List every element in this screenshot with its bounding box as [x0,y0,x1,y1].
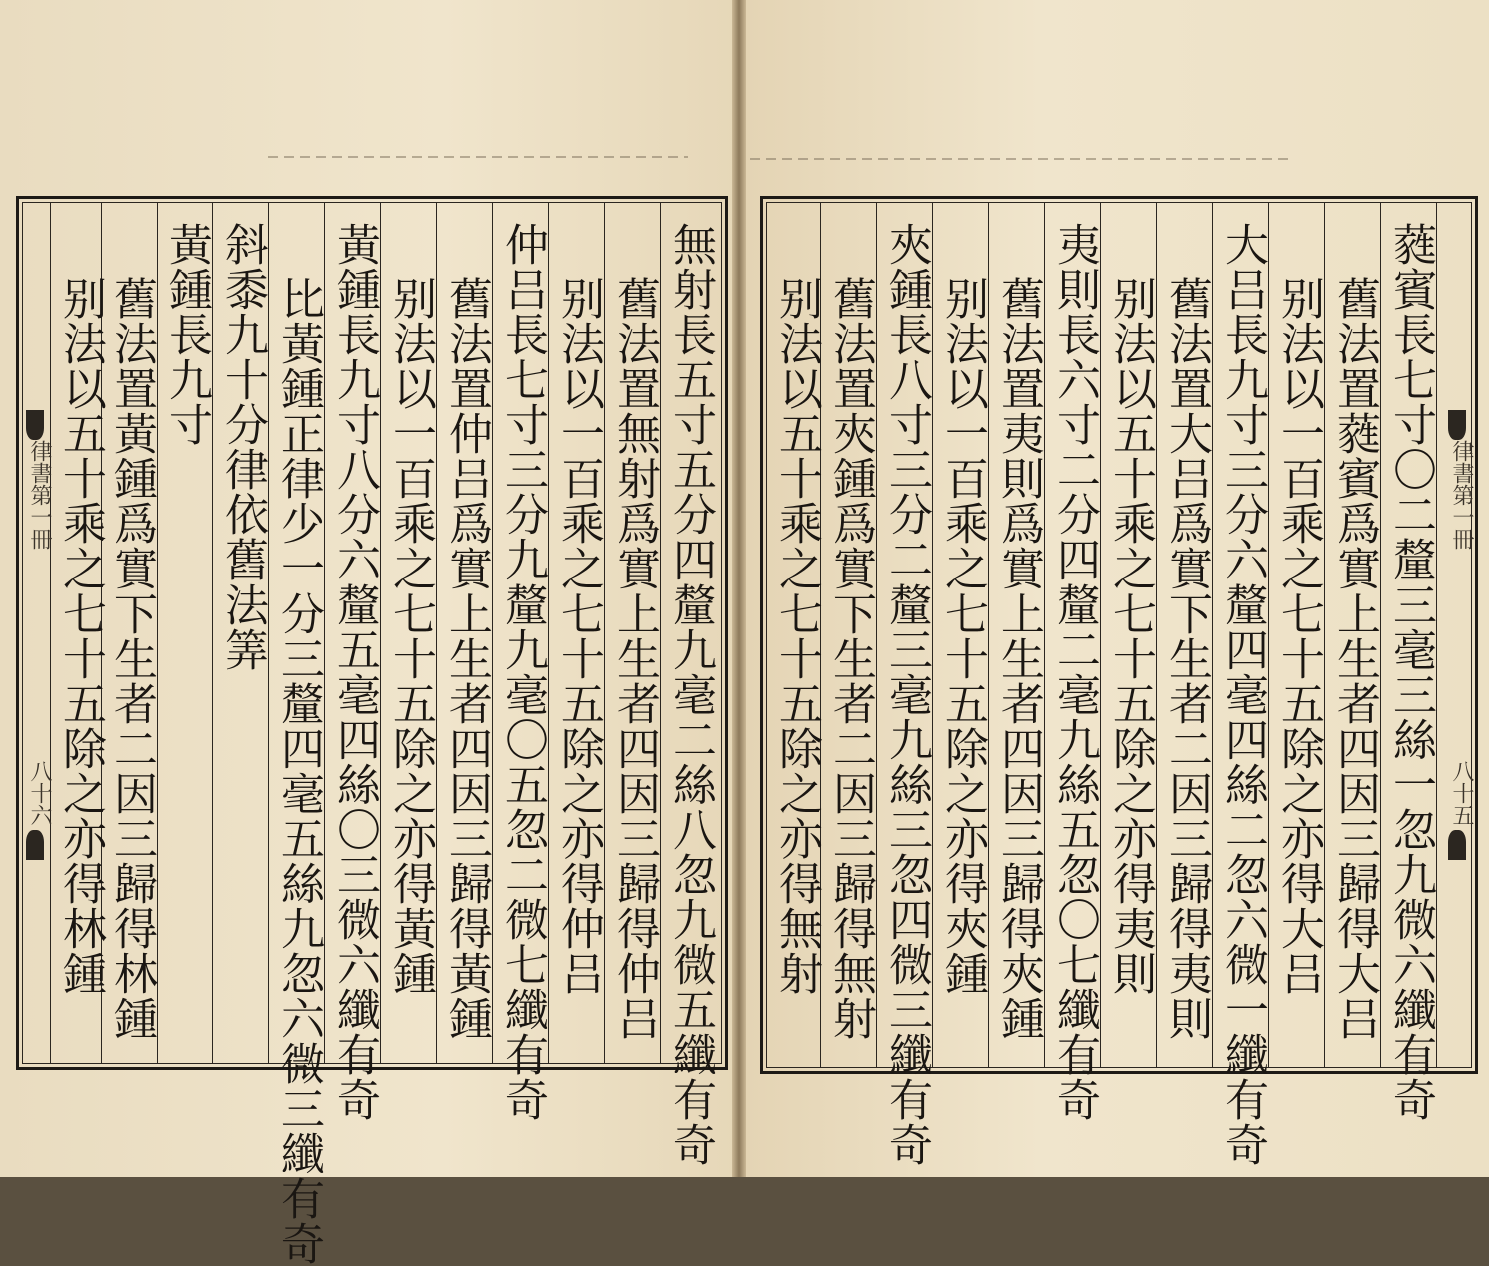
left-spine-page-number: 八十六 [27,760,52,826]
text-column: 别法以一百乘之七十五除之亦得夾鍾 [937,276,988,996]
book-gutter [732,0,746,1177]
text-column: 舊法置夾鍾爲實下生者二因三歸得無射 [825,276,876,1041]
text-column: 夾鍾長八寸三分二釐三毫九絲三忽四微三纖有奇 [881,222,932,1167]
text-column: 舊法置黃鍾爲實下生者二因三歸得林鍾 [106,276,157,1041]
text-column: 夷則長六寸二分四釐二毫九絲五忽〇七纖有奇 [1049,222,1100,1122]
text-column: 仲吕長七寸三分九釐九毫〇五忽二微七纖有奇 [497,222,548,1122]
text-column: 舊法置仲吕爲實上生者四因三歸得黃鍾 [441,276,492,1041]
fish-tail-mark [26,410,44,440]
right-spine-page-number: 八十五 [1449,760,1474,826]
text-column: 舊法置夷則爲實上生者四因三歸得夾鍾 [993,276,1044,1041]
text-column: 别法以五十乘之七十五除之亦得夷則 [1105,276,1156,996]
text-column: 别法以五十乘之七十五除之亦得無射 [771,276,822,996]
show-through-mark [750,158,1290,160]
text-column: 舊法置大吕爲實下生者二因三歸得夷則 [1161,276,1212,1041]
text-column: 黃鍾長九寸 [161,222,212,447]
text-column: 别法以一百乘之七十五除之亦得黃鍾 [385,276,436,996]
show-through-mark [268,156,688,158]
text-column: 無射長五寸五分四釐九毫二絲八忽九微五纖有奇 [665,222,716,1167]
text-column: 别法以一百乘之七十五除之亦得大吕 [1273,276,1324,996]
fish-tail-mark [26,830,44,860]
text-column: 蕤賓長七寸〇二釐三毫三絲一忽九微六纖有奇 [1385,222,1436,1122]
fish-tail-mark [1448,410,1466,440]
text-column: 舊法置無射爲實上生者四因三歸得仲吕 [609,276,660,1041]
column-rule [50,203,51,1064]
text-column: 别法以一百乘之七十五除之亦得仲吕 [553,276,604,996]
text-column: 斜黍九十分律依舊法筭 [217,222,268,672]
text-column: 黃鍾長九寸八分六釐五毫四絲〇三微六纖有奇 [329,222,380,1122]
text-column: 比黃鍾正律少一分三釐四毫五絲九忽六微三纖有奇 [273,276,324,1266]
text-column: 大吕長九寸三分六釐四毫四絲二忽六微一纖有奇 [1217,222,1268,1167]
text-column: 别法以五十乘之七十五除之亦得林鍾 [55,276,106,996]
right-spine-title: 律書第一冊 [1449,440,1474,550]
fish-tail-mark [1448,830,1466,860]
left-spine-title: 律書第一冊 [27,440,52,550]
text-column: 舊法置蕤賓爲實上生者四因三歸得大吕 [1329,276,1380,1041]
